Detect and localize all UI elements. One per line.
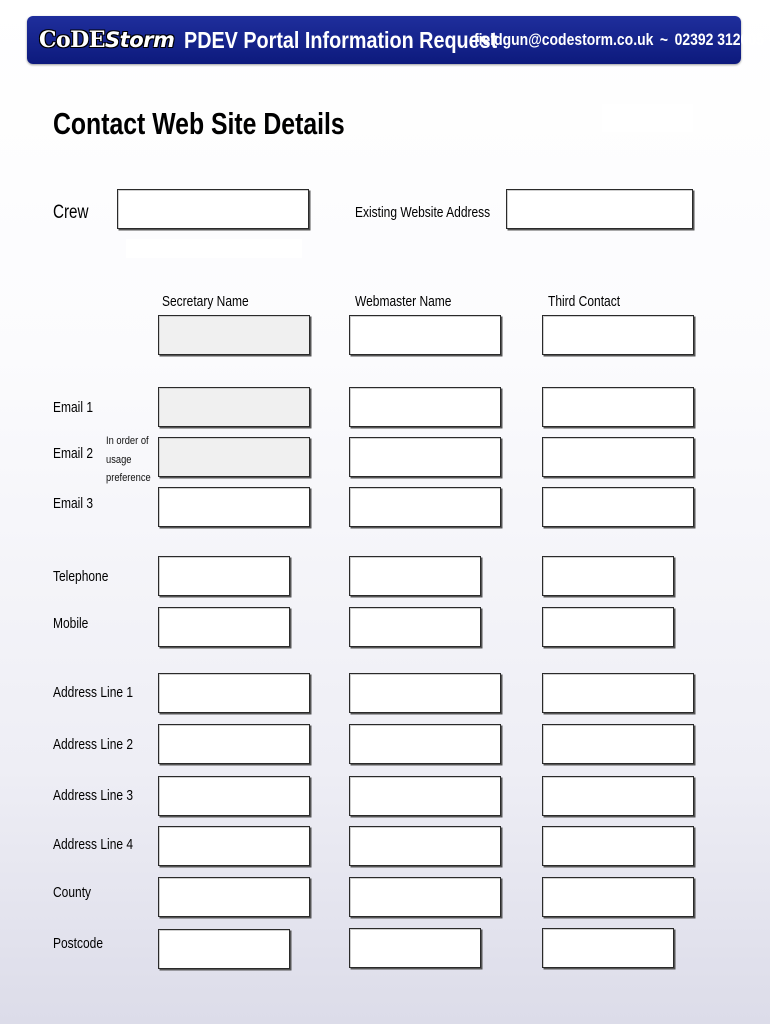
- secretary-telephone-input[interactable]: [158, 556, 290, 596]
- address-line3-label: Address Line 3: [53, 787, 134, 804]
- telephone-label: Telephone: [53, 568, 109, 585]
- crew-input[interactable]: [117, 189, 309, 229]
- third-address3-input[interactable]: [542, 776, 694, 816]
- contact-email: fieldgun@codestorm.co.uk: [474, 30, 654, 49]
- codestorm-logo: [39, 24, 174, 56]
- webmaster-email1-input[interactable]: [349, 387, 501, 427]
- secretary-address1-input[interactable]: [158, 673, 310, 713]
- col-third-contact: Third Contact: [548, 293, 621, 310]
- third-address4-input[interactable]: [542, 826, 694, 866]
- third-county-input[interactable]: [542, 877, 694, 917]
- third-address1-input[interactable]: [542, 673, 694, 713]
- email-order-note: In order of usage preference: [106, 435, 151, 484]
- logo-text-code: CoDE: [39, 27, 106, 53]
- secretary-name-input[interactable]: [158, 315, 310, 355]
- mobile-label: Mobile: [53, 615, 89, 632]
- crew-label: Crew: [53, 202, 89, 223]
- address-line1-label: Address Line 1: [53, 684, 134, 701]
- contact-info: [474, 26, 764, 54]
- email3-label: Email 3: [53, 495, 94, 512]
- existing-website-label: Existing Website Address: [355, 204, 491, 221]
- third-email3-input[interactable]: [542, 487, 694, 527]
- webmaster-name-input[interactable]: [349, 315, 501, 355]
- third-contact-name-input[interactable]: [542, 315, 694, 355]
- webmaster-email3-input[interactable]: [349, 487, 501, 527]
- webmaster-mobile-input[interactable]: [349, 607, 481, 647]
- webmaster-address2-input[interactable]: [349, 724, 501, 764]
- secretary-email2-input[interactable]: [158, 437, 310, 477]
- email1-label: Email 1: [53, 399, 94, 416]
- third-email2-input[interactable]: [542, 437, 694, 477]
- col-secretary-name: Secretary Name: [162, 293, 249, 310]
- page-title: Contact Web Site Details: [53, 106, 345, 141]
- third-mobile-input[interactable]: [542, 607, 674, 647]
- secretary-county-input[interactable]: [158, 877, 310, 917]
- postcode-label: Postcode: [53, 935, 104, 952]
- existing-website-input[interactable]: [506, 189, 693, 229]
- webmaster-postcode-input[interactable]: [349, 928, 481, 968]
- webmaster-telephone-input[interactable]: [349, 556, 481, 596]
- email2-label: Email 2: [53, 445, 94, 462]
- webmaster-email2-input[interactable]: [349, 437, 501, 477]
- secretary-email1-input[interactable]: [158, 387, 310, 427]
- secretary-address3-input[interactable]: [158, 776, 310, 816]
- secretary-email3-input[interactable]: [158, 487, 310, 527]
- form-title: PDEV Portal Information Request: [184, 27, 498, 53]
- header-banner: [27, 16, 764, 64]
- contact-separator: ~: [659, 30, 669, 49]
- secretary-postcode-input[interactable]: [158, 929, 290, 969]
- third-telephone-input[interactable]: [542, 556, 674, 596]
- webmaster-address4-input[interactable]: [349, 826, 501, 866]
- secretary-address4-input[interactable]: [158, 826, 310, 866]
- webmaster-county-input[interactable]: [349, 877, 501, 917]
- blank-area: [602, 104, 693, 132]
- secretary-address2-input[interactable]: [158, 724, 310, 764]
- third-email1-input[interactable]: [542, 387, 694, 427]
- third-postcode-input[interactable]: [542, 928, 674, 968]
- third-address2-input[interactable]: [542, 724, 694, 764]
- county-label: County: [53, 884, 92, 901]
- webmaster-address1-input[interactable]: [349, 673, 501, 713]
- address-line2-label: Address Line 2: [53, 736, 134, 753]
- secretary-mobile-input[interactable]: [158, 607, 290, 647]
- logo-text-storm: Storm: [105, 28, 175, 52]
- webmaster-address3-input[interactable]: [349, 776, 501, 816]
- address-line4-label: Address Line 4: [53, 836, 134, 853]
- contact-phone: 02392 312005: [674, 30, 764, 49]
- crew-sub-field: [126, 239, 302, 258]
- col-webmaster-name: Webmaster Name: [355, 293, 452, 310]
